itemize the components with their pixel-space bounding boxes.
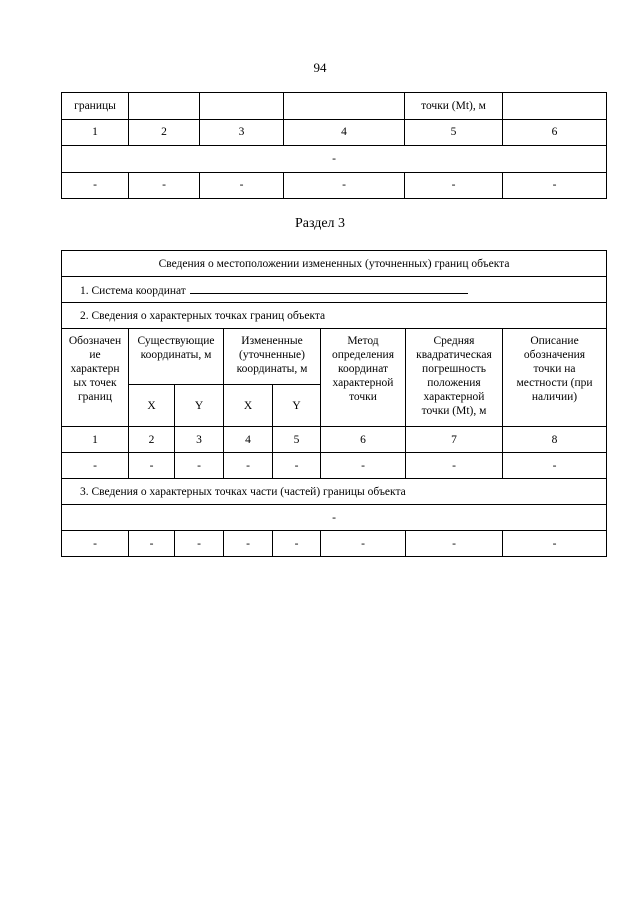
- column-header-method: [321, 329, 406, 427]
- column-header-changed: [224, 329, 321, 385]
- column-number: 5: [273, 427, 321, 453]
- table-row: [62, 329, 607, 385]
- column-number: 2: [129, 427, 175, 453]
- table-row: [62, 303, 607, 329]
- header-line: погрешность: [422, 363, 486, 375]
- column-number: 1: [62, 119, 129, 146]
- section-title: Раздел 3: [294, 216, 346, 231]
- column-number: 4: [284, 119, 405, 146]
- header-line: наличии): [531, 391, 578, 403]
- table-cell: -: [273, 453, 321, 479]
- table-cell: -: [503, 172, 607, 199]
- header-line: точки (Mt), м: [421, 405, 487, 417]
- coordinate-system-blank-line: [190, 281, 468, 294]
- table-cell: -: [62, 531, 129, 557]
- page-number: 94: [313, 60, 327, 75]
- parts-heading: 3. Сведения о характерных точках части (частей) границы объекта: [62, 479, 607, 505]
- header-line: Существующие: [137, 335, 215, 347]
- table-cell: -: [129, 172, 200, 199]
- column-number: 1: [62, 427, 129, 453]
- coordinate-system-label: 1. Система координат: [80, 285, 186, 297]
- column-header-designation: [62, 329, 129, 427]
- subheader-y: Y: [175, 385, 224, 427]
- column-number: 2: [129, 119, 200, 146]
- header-line: характерной: [423, 391, 485, 403]
- table-row: [62, 479, 607, 505]
- header-cell: [503, 93, 607, 120]
- table-row: [62, 453, 607, 479]
- table-row: [62, 427, 607, 453]
- header-line: определения: [331, 349, 394, 361]
- merged-cell: -: [62, 146, 607, 173]
- header-line: характерной: [332, 377, 394, 389]
- table-row: [62, 505, 607, 531]
- header-line: обозначения: [523, 349, 586, 361]
- table-cell: -: [200, 172, 284, 199]
- table-cell: -: [224, 453, 273, 479]
- subheader-y: Y: [273, 385, 321, 427]
- table-cell: -: [129, 531, 175, 557]
- column-number: 6: [503, 119, 607, 146]
- coordinate-system-row: [62, 277, 607, 303]
- header-line: точки на: [533, 363, 576, 375]
- boundary-table-continued: [61, 92, 607, 199]
- table-row: [62, 172, 607, 199]
- table-row: [62, 119, 607, 146]
- table-cell: -: [321, 453, 406, 479]
- table-cell: -: [284, 172, 405, 199]
- column-number: 4: [224, 427, 273, 453]
- header-cell: точки (Mt), м: [405, 93, 503, 120]
- column-header-accuracy: [406, 329, 503, 427]
- column-header-description: [503, 329, 607, 427]
- header-line: квадратическая: [416, 349, 492, 361]
- boundary-points-table: [61, 250, 607, 557]
- table-cell: -: [321, 531, 406, 557]
- subheader-x: X: [224, 385, 273, 427]
- header-line: точки: [349, 391, 377, 403]
- header-line: Средняя: [433, 335, 475, 347]
- header-line: положения: [427, 377, 481, 389]
- column-number: 3: [200, 119, 284, 146]
- header-line: Обозначен: [68, 335, 122, 347]
- table-cell: -: [503, 453, 607, 479]
- table-cell: -: [175, 531, 224, 557]
- table-cell: -: [406, 453, 503, 479]
- table-row: [62, 531, 607, 557]
- table-cell: -: [62, 453, 129, 479]
- header-line: Измененные: [241, 335, 303, 347]
- header-line: координаты, м: [236, 363, 308, 375]
- header-line: (уточненные): [239, 349, 305, 361]
- table-cell: -: [175, 453, 224, 479]
- table-cell: -: [405, 172, 503, 199]
- table-row: [62, 277, 607, 303]
- header-line: характерн: [70, 363, 120, 375]
- header-line: границ: [77, 391, 113, 403]
- header-line: ых точек: [73, 377, 117, 389]
- table-cell: -: [503, 531, 607, 557]
- header-cell: [284, 93, 405, 120]
- table-cell: -: [273, 531, 321, 557]
- table-cell: -: [62, 172, 129, 199]
- table-row: [62, 93, 607, 120]
- column-number: 5: [405, 119, 503, 146]
- subheader-x: X: [129, 385, 175, 427]
- header-line: координаты, м: [140, 349, 212, 361]
- table-cell: -: [406, 531, 503, 557]
- points-heading: 2. Сведения о характерных точках границ объекта: [62, 303, 607, 329]
- table-cell: -: [129, 453, 175, 479]
- column-number: 6: [321, 427, 406, 453]
- table-row: [62, 146, 607, 173]
- column-number: 8: [503, 427, 607, 453]
- header-line: координат: [337, 363, 389, 375]
- header-line: Метод: [347, 335, 379, 347]
- header-cell: [129, 93, 200, 120]
- header-line: Описание: [530, 335, 579, 347]
- table-title: Сведения о местоположении измененных (уточненных) границ объекта: [62, 251, 607, 277]
- header-line: ие: [89, 349, 101, 361]
- column-header-existing: [129, 329, 224, 385]
- header-line: местности (при: [516, 377, 593, 389]
- header-cell: границы: [62, 93, 129, 120]
- merged-cell: -: [62, 505, 607, 531]
- column-number: 3: [175, 427, 224, 453]
- column-number: 7: [406, 427, 503, 453]
- table-row: [62, 251, 607, 277]
- table-cell: -: [224, 531, 273, 557]
- header-cell: [200, 93, 284, 120]
